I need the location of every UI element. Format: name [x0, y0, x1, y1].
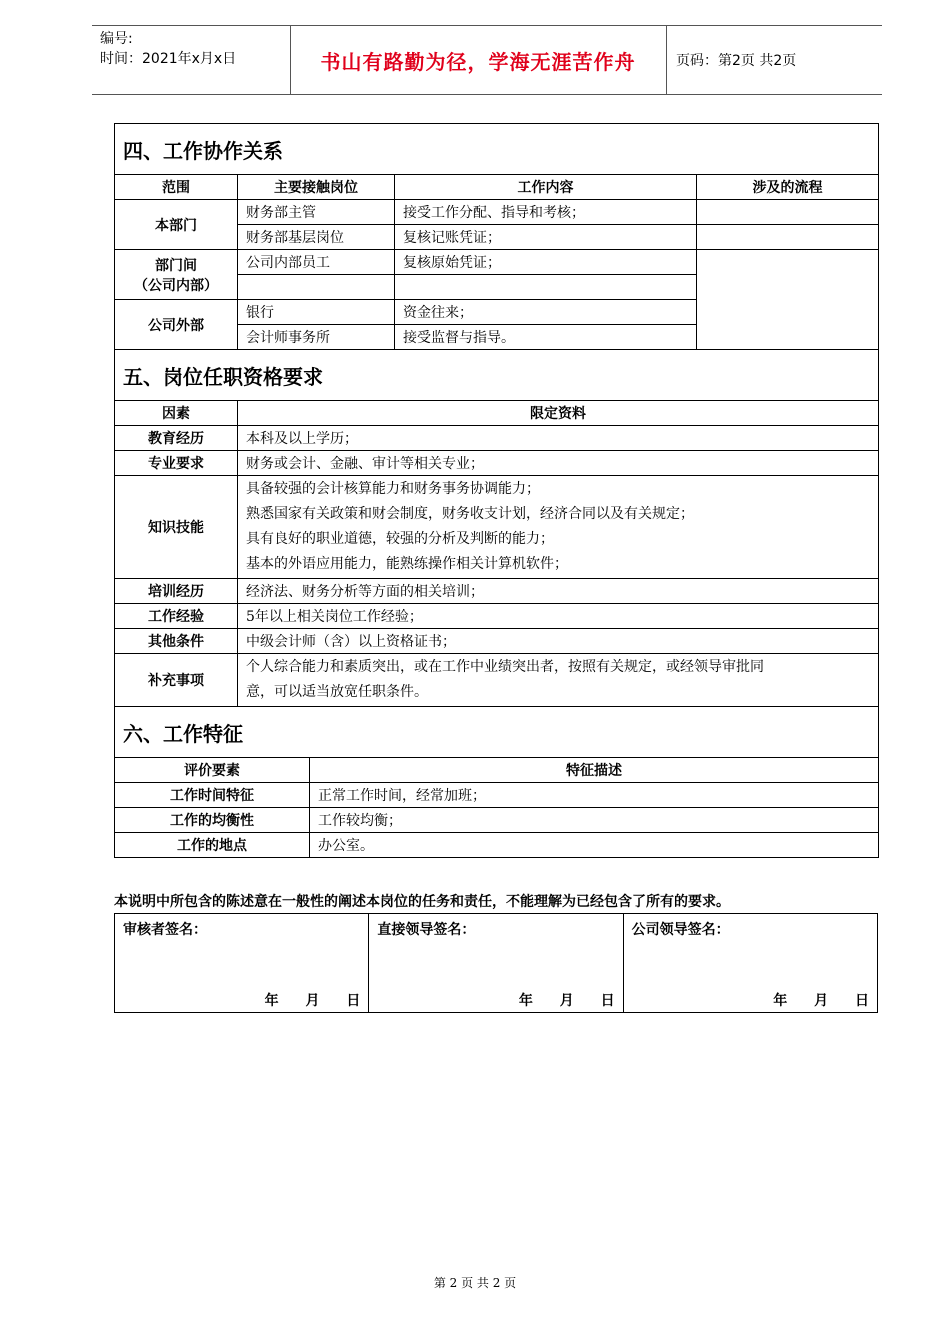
characteristic-desc: 办公室。	[310, 833, 879, 858]
qualification-line: 意，可以适当放宽任职条件。	[246, 684, 428, 700]
signature-company-leader[interactable]	[623, 914, 877, 1012]
contact-post: 银行	[238, 300, 395, 325]
qualification-factor: 工作经验	[115, 604, 238, 629]
col-header-evaluation-factor: 评价要素	[115, 758, 310, 783]
work-content: 复核记账凭证；	[395, 225, 697, 250]
col-header-work-content: 工作内容	[395, 175, 697, 200]
qualification-factor: 专业要求	[115, 451, 238, 476]
scope-inter-dept	[115, 250, 238, 300]
qualification-detail: 5年以上相关岗位工作经验；	[238, 604, 879, 629]
qualification-line: 具有良好的职业道德，较强的分析及判断的能力；	[246, 531, 554, 547]
qualification-detail: 本科及以上学历；	[238, 426, 879, 451]
characteristic-desc: 工作较均衡；	[310, 808, 879, 833]
signature-date: 年 月 日	[264, 993, 361, 1009]
col-header-requirement: 限定资料	[238, 401, 879, 426]
contact-post: 公司内部员工	[238, 250, 395, 275]
qualification-detail: 经济法、财务分析等方面的相关培训；	[238, 579, 879, 604]
qualification-line: 基本的外语应用能力，能熟练操作相关计算机软件；	[246, 556, 568, 572]
page-footer: 第 2 页 共 2 页	[433, 1276, 517, 1290]
job-description-body	[114, 123, 878, 858]
header-motto: 书山有路勤为径，学海无涯苦作舟	[320, 49, 636, 74]
signature-reviewer[interactable]	[115, 914, 368, 1012]
qualification-factor: 培训经历	[115, 579, 238, 604]
work-content	[395, 275, 697, 300]
page-header	[92, 25, 882, 95]
characteristic-factor: 工作的均衡性	[115, 808, 310, 833]
process-cell	[697, 200, 879, 225]
qualification-line: 具备较强的会计核算能力和财务事务协调能力；	[246, 481, 540, 497]
signature-table	[114, 913, 878, 1013]
col-header-characteristic: 特征描述	[310, 758, 879, 783]
col-header-contact-post: 主要接触岗位	[238, 175, 395, 200]
scope-inter-dept-line1: 部门间	[155, 257, 197, 274]
signature-label: 直接领导签名：	[377, 922, 476, 938]
contact-post: 财务部基层岗位	[238, 225, 395, 250]
section-title-qualifications: 五、岗位任职资格要求	[115, 350, 879, 401]
job-description-table	[114, 123, 879, 858]
qualification-factor: 其他条件	[115, 629, 238, 654]
qualification-factor: 教育经历	[115, 426, 238, 451]
section-title-collaboration: 四、工作协作关系	[115, 124, 879, 175]
work-content: 资金往来；	[395, 300, 697, 325]
characteristic-factor: 工作的地点	[115, 833, 310, 858]
qualification-detail-multiline	[238, 654, 879, 707]
document-number-label: 编号:	[100, 31, 133, 47]
section-title-work-characteristics: 六、工作特征	[115, 707, 879, 758]
scope-inter-dept-line2: （公司内部）	[134, 277, 218, 294]
scope-own-dept: 本部门	[115, 200, 238, 250]
qualification-detail-multiline	[238, 476, 879, 579]
contact-post: 财务部主管	[238, 200, 395, 225]
qualification-line: 熟悉国家有关政策和财会制度，财务收支计划，经济合同以及有关规定；	[246, 506, 694, 522]
signature-direct-leader[interactable]	[368, 914, 622, 1012]
col-header-process: 涉及的流程	[697, 175, 879, 200]
signature-date: 年 月 日	[518, 993, 615, 1009]
process-cell-merged	[697, 250, 879, 350]
signature-date: 年 月 日	[773, 993, 869, 1009]
contact-post	[238, 275, 395, 300]
signature-label: 公司领导签名：	[631, 922, 730, 938]
characteristic-factor: 工作时间特征	[115, 783, 310, 808]
qualification-factor: 知识技能	[115, 476, 238, 579]
col-header-factor: 因素	[115, 401, 238, 426]
qualification-factor: 补充事项	[115, 654, 238, 707]
process-cell	[697, 225, 879, 250]
header-divider	[666, 26, 667, 94]
signature-label: 审核者签名：	[123, 922, 207, 938]
contact-post: 会计师事务所	[238, 325, 395, 350]
qualification-detail: 中级会计师（含）以上资格证书；	[238, 629, 879, 654]
header-meta	[100, 29, 236, 69]
disclaimer-note: 本说明中所包含的陈述意在一般性的阐述本岗位的任务和责任，不能理解为已经包含了所有的要求。	[114, 894, 730, 910]
col-header-scope: 范围	[115, 175, 238, 200]
characteristic-desc: 正常工作时间，经常加班；	[310, 783, 879, 808]
qualification-line: 个人综合能力和素质突出，或在工作中业绩突出者，按照有关规定，或经领导审批同	[246, 659, 764, 675]
work-content: 复核原始凭证；	[395, 250, 697, 275]
work-content: 接受工作分配、指导和考核；	[395, 200, 697, 225]
document-time-label: 时间：2021年x月x日	[100, 51, 237, 67]
header-page-number: 页码：第2页 共2页	[676, 53, 797, 69]
work-content: 接受监督与指导。	[395, 325, 697, 350]
scope-external: 公司外部	[115, 300, 238, 350]
qualification-detail: 财务或会计、金融、审计等相关专业；	[238, 451, 879, 476]
